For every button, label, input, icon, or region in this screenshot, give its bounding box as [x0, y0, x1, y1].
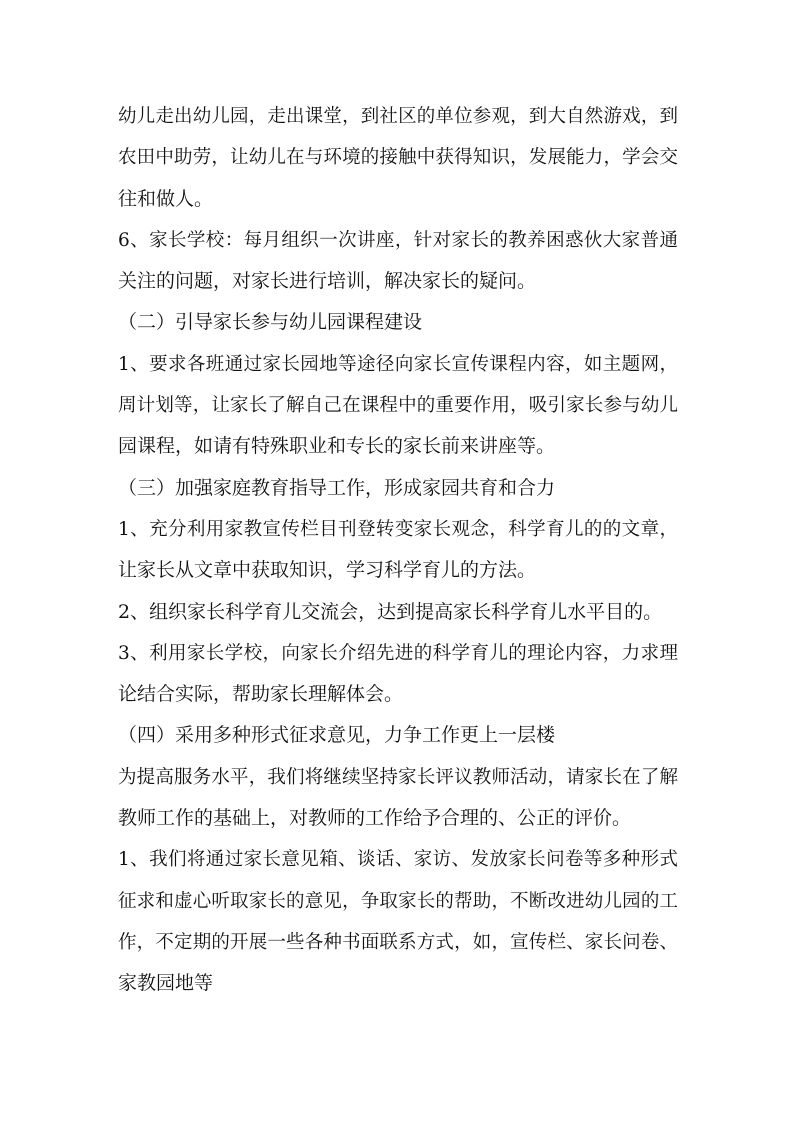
- section-heading: （四）采用多种形式征求意见，力争工作更上一层楼: [118, 724, 556, 747]
- text-line: 周计划等，让家长了解自己在课程中的重要作用，吸引家长参与幼儿: [118, 395, 678, 417]
- text-line: 幼儿走出幼儿园，走出课堂，到社区的单位参观，到大自然游戏，到: [118, 106, 678, 127]
- text-line: 2、组织家长科学育儿交流会，达到提高家长科学育儿水平目的。: [118, 600, 663, 623]
- text-line: 往和做人。: [118, 187, 214, 210]
- text-line: 家教园地等: [118, 972, 214, 995]
- text-line: 关注的问题，对家长进行培训，解决家长的疑问。: [118, 270, 537, 293]
- document-body: [118, 96, 678, 1005]
- text-line: 园课程，如请有特殊职业和专长的家长前来讲座等。: [118, 435, 556, 458]
- text-line: 3、利用家长学校，向家长介绍先进的科学育儿的理论内容，力求理: [118, 642, 678, 664]
- text-line: 1、充分利用家教宣传栏目刊登转变家长观念，科学育儿的的文章，: [118, 518, 678, 540]
- text-line: 6、家长学校：每月组织一次讲座，针对家长的教养困惑伙大家普通: [118, 229, 678, 251]
- text-line: 教师工作的基础上，对教师的工作给予合理的、公正的评价。: [118, 807, 632, 830]
- section-heading: （二）引导家长参与幼儿园课程建设: [118, 311, 423, 334]
- text-line: 论结合实际，帮助家长理解体会。: [118, 683, 404, 706]
- text-line: 1、要求各班通过家长园地等途径向家长宣传课程内容，如主题网，: [118, 353, 678, 375]
- section-heading: （三）加强家庭教育指导工作，形成家园共育和合力: [118, 476, 556, 499]
- text-line: 征求和虚心听取家长的意见，争取家长的帮助，不断改进幼儿园的工: [118, 890, 678, 912]
- text-line: 1、我们将通过家长意见箱、谈话、家访、发放家长问卷等多种形式: [118, 849, 678, 871]
- text-line: 作，不定期的开展一些各种书面联系方式，如，宣传栏、家长问卷、: [118, 931, 678, 953]
- text-line: 为提高服务水平，我们将继续坚持家长评议教师活动，请家长在了解: [118, 766, 678, 788]
- text-line: 农田中助劳，让幼儿在与环境的接触中获得知识，发展能力，学会交: [118, 147, 678, 169]
- text-line: 让家长从文章中获取知识，学习科学育儿的方法。: [118, 559, 537, 582]
